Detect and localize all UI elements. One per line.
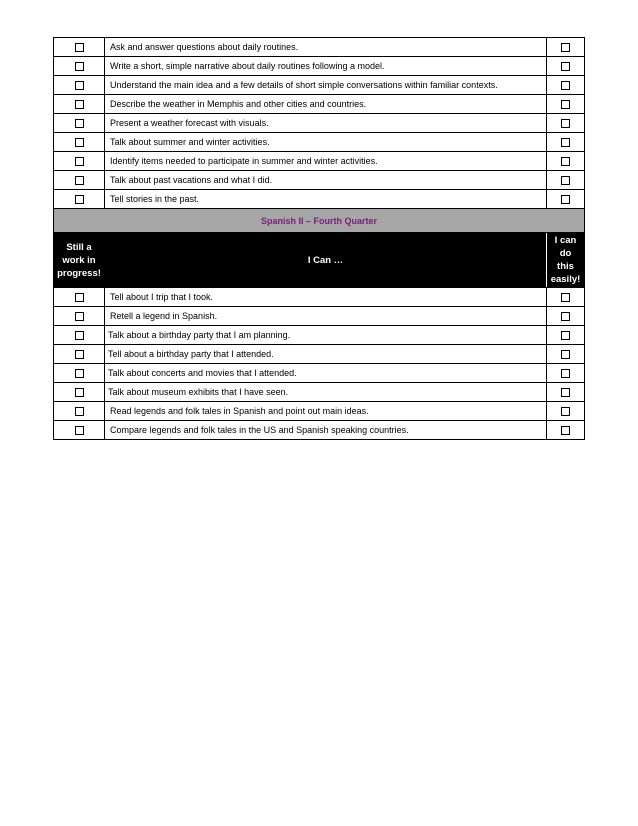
easily-checkbox-cell [547, 383, 585, 402]
easily-checkbox[interactable] [561, 293, 570, 302]
header-row [54, 233, 585, 288]
quarter-title-row [54, 209, 585, 233]
in-progress-checkbox[interactable] [75, 407, 84, 416]
easily-checkbox-cell [547, 171, 585, 190]
easily-checkbox-cell [547, 57, 585, 76]
in-progress-checkbox[interactable] [75, 119, 84, 128]
in-progress-checkbox[interactable] [75, 195, 84, 204]
in-progress-checkbox[interactable] [75, 43, 84, 52]
easily-checkbox-cell [547, 402, 585, 421]
checklist-row [54, 38, 585, 57]
in-progress-checkbox[interactable] [75, 350, 84, 359]
header-right-line2: do [559, 248, 572, 259]
in-progress-checkbox-cell [54, 114, 105, 133]
header-right-line1: I can [554, 235, 577, 246]
header-left-line2: work in [62, 254, 96, 266]
quarter-section [54, 209, 585, 288]
can-do-statement: Tell about I trip that I took. [105, 288, 547, 307]
easily-checkbox-cell [547, 133, 585, 152]
can-do-statement: Talk about concerts and movies that I attended. [105, 364, 547, 383]
easily-checkbox[interactable] [561, 369, 570, 378]
in-progress-checkbox-cell [54, 326, 105, 345]
in-progress-checkbox-cell [54, 307, 105, 326]
header-right-line3: this [557, 261, 574, 272]
in-progress-checkbox[interactable] [75, 426, 84, 435]
easily-checkbox[interactable] [561, 331, 570, 340]
in-progress-checkbox-cell [54, 76, 105, 95]
in-progress-checkbox-cell [54, 57, 105, 76]
in-progress-checkbox-cell [54, 421, 105, 440]
checklist-row [54, 345, 585, 364]
in-progress-checkbox-cell [54, 288, 105, 307]
easily-checkbox-cell [547, 38, 585, 57]
easily-checkbox[interactable] [561, 350, 570, 359]
easily-checkbox-cell [547, 288, 585, 307]
easily-checkbox[interactable] [561, 100, 570, 109]
checklist-row [54, 114, 585, 133]
easily-checkbox-cell [547, 114, 585, 133]
can-do-statement: Talk about a birthday party that I am planning. [105, 326, 547, 345]
in-progress-checkbox[interactable] [75, 157, 84, 166]
checklist-row [54, 307, 585, 326]
checklist-row [54, 383, 585, 402]
in-progress-checkbox[interactable] [75, 138, 84, 147]
can-do-statement: Retell a legend in Spanish. [105, 307, 547, 326]
checklist-row [54, 421, 585, 440]
can-do-statement: Understand the main idea and a few details of short simple conversations within familiar contexts. [105, 76, 547, 95]
checklist-row [54, 57, 585, 76]
easily-checkbox[interactable] [561, 176, 570, 185]
easily-checkbox[interactable] [561, 119, 570, 128]
header-easily [547, 233, 585, 288]
in-progress-checkbox-cell [54, 345, 105, 364]
checklist-row [54, 95, 585, 114]
in-progress-checkbox-cell [54, 402, 105, 421]
checklist-row [54, 133, 585, 152]
in-progress-checkbox[interactable] [75, 100, 84, 109]
easily-checkbox-cell [547, 190, 585, 209]
easily-checkbox-cell [547, 95, 585, 114]
easily-checkbox[interactable] [561, 81, 570, 90]
in-progress-checkbox-cell [54, 133, 105, 152]
in-progress-checkbox[interactable] [75, 176, 84, 185]
top-rows [54, 38, 585, 209]
can-do-statement: Talk about past vacations and what I did. [105, 171, 547, 190]
header-left-line1: Still a [66, 241, 92, 253]
can-do-statement: Present a weather forecast with visuals. [105, 114, 547, 133]
can-do-statement: Identify items needed to participate in summer and winter activities. [105, 152, 547, 171]
easily-checkbox-cell [547, 364, 585, 383]
checklist-row [54, 171, 585, 190]
easily-checkbox-cell [547, 76, 585, 95]
in-progress-checkbox-cell [54, 152, 105, 171]
checklist-row [54, 364, 585, 383]
easily-checkbox[interactable] [561, 62, 570, 71]
easily-checkbox[interactable] [561, 43, 570, 52]
easily-checkbox[interactable] [561, 138, 570, 147]
can-do-statement: Talk about museum exhibits that I have seen. [105, 383, 547, 402]
header-i-can: I Can … [105, 233, 547, 288]
checklist-row [54, 326, 585, 345]
quarter-title: Spanish II – Fourth Quarter [54, 209, 585, 233]
bottom-rows [54, 288, 585, 440]
easily-checkbox[interactable] [561, 388, 570, 397]
in-progress-checkbox-cell [54, 171, 105, 190]
checklist-row [54, 152, 585, 171]
easily-checkbox[interactable] [561, 312, 570, 321]
easily-checkbox[interactable] [561, 195, 570, 204]
easily-checkbox[interactable] [561, 407, 570, 416]
easily-checkbox[interactable] [561, 157, 570, 166]
can-do-statement: Write a short, simple narrative about daily routines following a model. [105, 57, 547, 76]
easily-checkbox-cell [547, 345, 585, 364]
in-progress-checkbox-cell [54, 383, 105, 402]
in-progress-checkbox-cell [54, 364, 105, 383]
easily-checkbox-cell [547, 326, 585, 345]
checklist-row [54, 288, 585, 307]
easily-checkbox[interactable] [561, 426, 570, 435]
in-progress-checkbox-cell [54, 190, 105, 209]
can-do-statement: Read legends and folk tales in Spanish and point out main ideas. [105, 402, 547, 421]
easily-checkbox-cell [547, 152, 585, 171]
in-progress-checkbox[interactable] [75, 312, 84, 321]
header-left-line3: progress! [57, 267, 101, 279]
in-progress-checkbox[interactable] [75, 293, 84, 302]
in-progress-checkbox[interactable] [75, 62, 84, 71]
header-in-progress [54, 233, 105, 288]
in-progress-checkbox[interactable] [75, 331, 84, 340]
can-do-statement: Tell stories in the past. [105, 190, 547, 209]
checklist-row [54, 402, 585, 421]
can-do-statement: Ask and answer questions about daily routines. [105, 38, 547, 57]
checklist-row [54, 190, 585, 209]
can-do-statement: Tell about a birthday party that I attended. [105, 345, 547, 364]
can-do-checklist-table [53, 37, 585, 440]
can-do-statement: Compare legends and folk tales in the US and Spanish speaking countries. [105, 421, 547, 440]
checklist-row [54, 76, 585, 95]
easily-checkbox-cell [547, 421, 585, 440]
easily-checkbox-cell [547, 307, 585, 326]
can-do-statement: Talk about summer and winter activities. [105, 133, 547, 152]
in-progress-checkbox[interactable] [75, 388, 84, 397]
in-progress-checkbox-cell [54, 95, 105, 114]
header-right-line4: easily! [550, 274, 581, 285]
in-progress-checkbox[interactable] [75, 369, 84, 378]
in-progress-checkbox-cell [54, 38, 105, 57]
in-progress-checkbox[interactable] [75, 81, 84, 90]
can-do-statement: Describe the weather in Memphis and other cities and countries. [105, 95, 547, 114]
